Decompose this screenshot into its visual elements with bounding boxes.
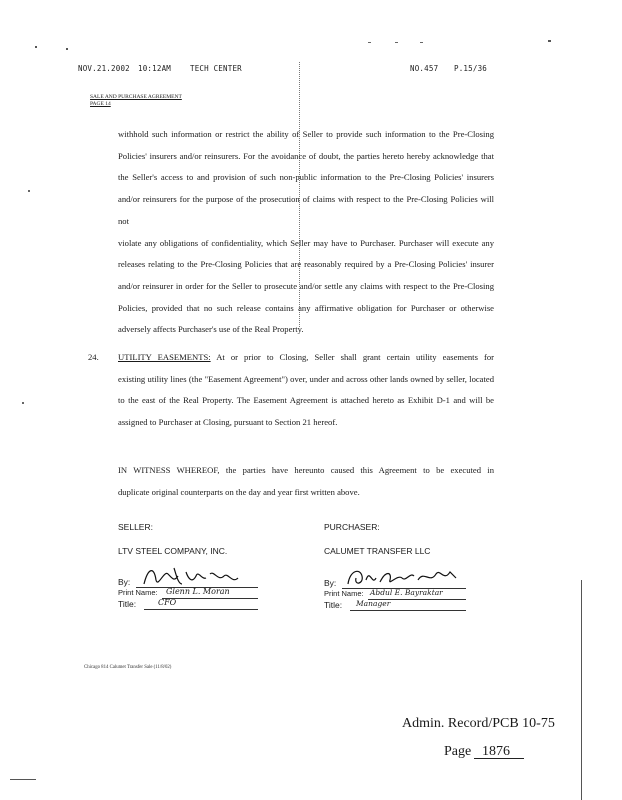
text-line: the Seller's access to and provision of such non-public information to the Pre-Closing Policies' insurers [118,172,494,183]
purchaser-print-name-label: Print Name: [324,589,364,598]
text-line: to the east of the Real Property. The Easement Agreement is attached hereto as Exhibit D-1 and will be [118,395,494,406]
purchaser-signature-image [340,564,470,590]
seller-title-line [144,609,258,610]
section-24 [88,347,494,434]
seller-print-name-value: Glenn L. Moran [166,587,230,596]
text-line: assigned to Purchaser at Closing, pursuant to Section 21 hereof. [118,417,338,428]
section-heading: UTILITY EASEMENTS: [118,352,211,362]
doc-header-title: SALE AND PURCHASE AGREEMENT [90,94,182,100]
section-number: 24. [88,352,99,362]
section-first-line-text: At or prior to Closing, Seller shall grant certain utility easements for [216,352,494,362]
text-line: Policies' insurers and/or reinsurers. For the avoidance of doubt, the parties hereto hereby acknowledge that [118,150,494,161]
purchaser-title-line [350,610,466,611]
purchaser-label: PURCHASER: [324,522,380,532]
fax-page: P.15/36 [454,64,488,73]
text-line: adversely affects Purchaser's use of the Real Property. [118,324,304,335]
witness-clause [118,460,494,503]
doc-header-page: PAGE 14 [90,101,111,107]
witness-first-line-text: the parties have hereunto caused this Agreement to be executed in [225,465,494,475]
admin-record-stamp [402,716,562,766]
scan-speck [22,402,24,404]
seller-print-name-label: Print Name: [118,588,158,597]
text-line: and/or reinsurers for the purpose of the prosecution of claims with respect to the Pre-Closing Policies will not [118,194,494,226]
admin-record-text: Admin. Record/PCB 10-75 [402,716,555,731]
seller-by-label: By: [118,577,131,587]
section-24-first-line [88,347,494,369]
scan-speck [66,48,68,50]
scan-fold-line [581,580,582,800]
seller-block [118,522,288,642]
fax-number: NO.457 [410,64,439,73]
fax-header [78,64,508,74]
scan-speck [395,42,398,43]
stamp-page-number: 1876 [482,744,510,759]
text-line: violate any obligations of confidentiality, which Seller may have to Purchaser. Purchaser will execute any [118,237,494,248]
purchaser-title-value: Manager [356,599,391,608]
purchaser-company: CALUMET TRANSFER LLC [324,546,431,556]
seller-company: LTV STEEL COMPANY, INC. [118,546,228,556]
text-line: and/or reinsurer in order for the Seller to prosecute and/or settle any claims with respect to the Pre-Closing [118,280,494,291]
fax-date: NOV.21.2002 [78,64,130,73]
scan-speck [28,190,30,192]
seller-signature-image [138,562,258,590]
scan-speck [368,42,371,43]
scan-speck [35,46,37,48]
seller-label: SELLER: [118,522,153,532]
doc-header [90,94,182,108]
seller-title-value: CFO [158,598,177,607]
footer-note: Chicago 814 Calumet Transfer Sale (11/8/02) [84,665,172,670]
seller-title-label: Title: [118,599,137,609]
purchaser-by-label: By: [324,578,337,588]
purchaser-block [324,522,504,642]
fax-sender: TECH CENTER [190,64,242,73]
purchaser-title-label: Title: [324,600,343,610]
witness-heading: IN WITNESS WHEREOF, [118,465,220,475]
seller-print-name-line [162,598,258,599]
text-line: Policies, provided that no such release contains any affirmative obligation for Purchaser or otherwise [118,302,494,313]
stamp-page-label: Page [444,744,472,759]
witness-first-line [118,460,494,482]
scan-edge-line [10,779,36,780]
text-line: releases relating to the Pre-Closing Policies that are reasonably required by a Pre-Closing Policies' insurer [118,259,494,270]
text-line: existing utility lines (the "Easement Agreement") over, under and across other lands owned by seller, located [118,373,494,384]
scan-speck [420,42,423,43]
scan-speck [548,40,551,42]
paragraph-continuation [118,124,494,341]
purchaser-print-name-value: Abdul E. Bayraktar [370,588,443,597]
fax-time: 10:12AM [138,64,172,73]
text-line: duplicate original counterparts on the day and year first written above. [118,486,360,497]
text-line: withhold such information or restrict the ability of Seller to provide such information to the Pre-Closing [118,129,494,139]
